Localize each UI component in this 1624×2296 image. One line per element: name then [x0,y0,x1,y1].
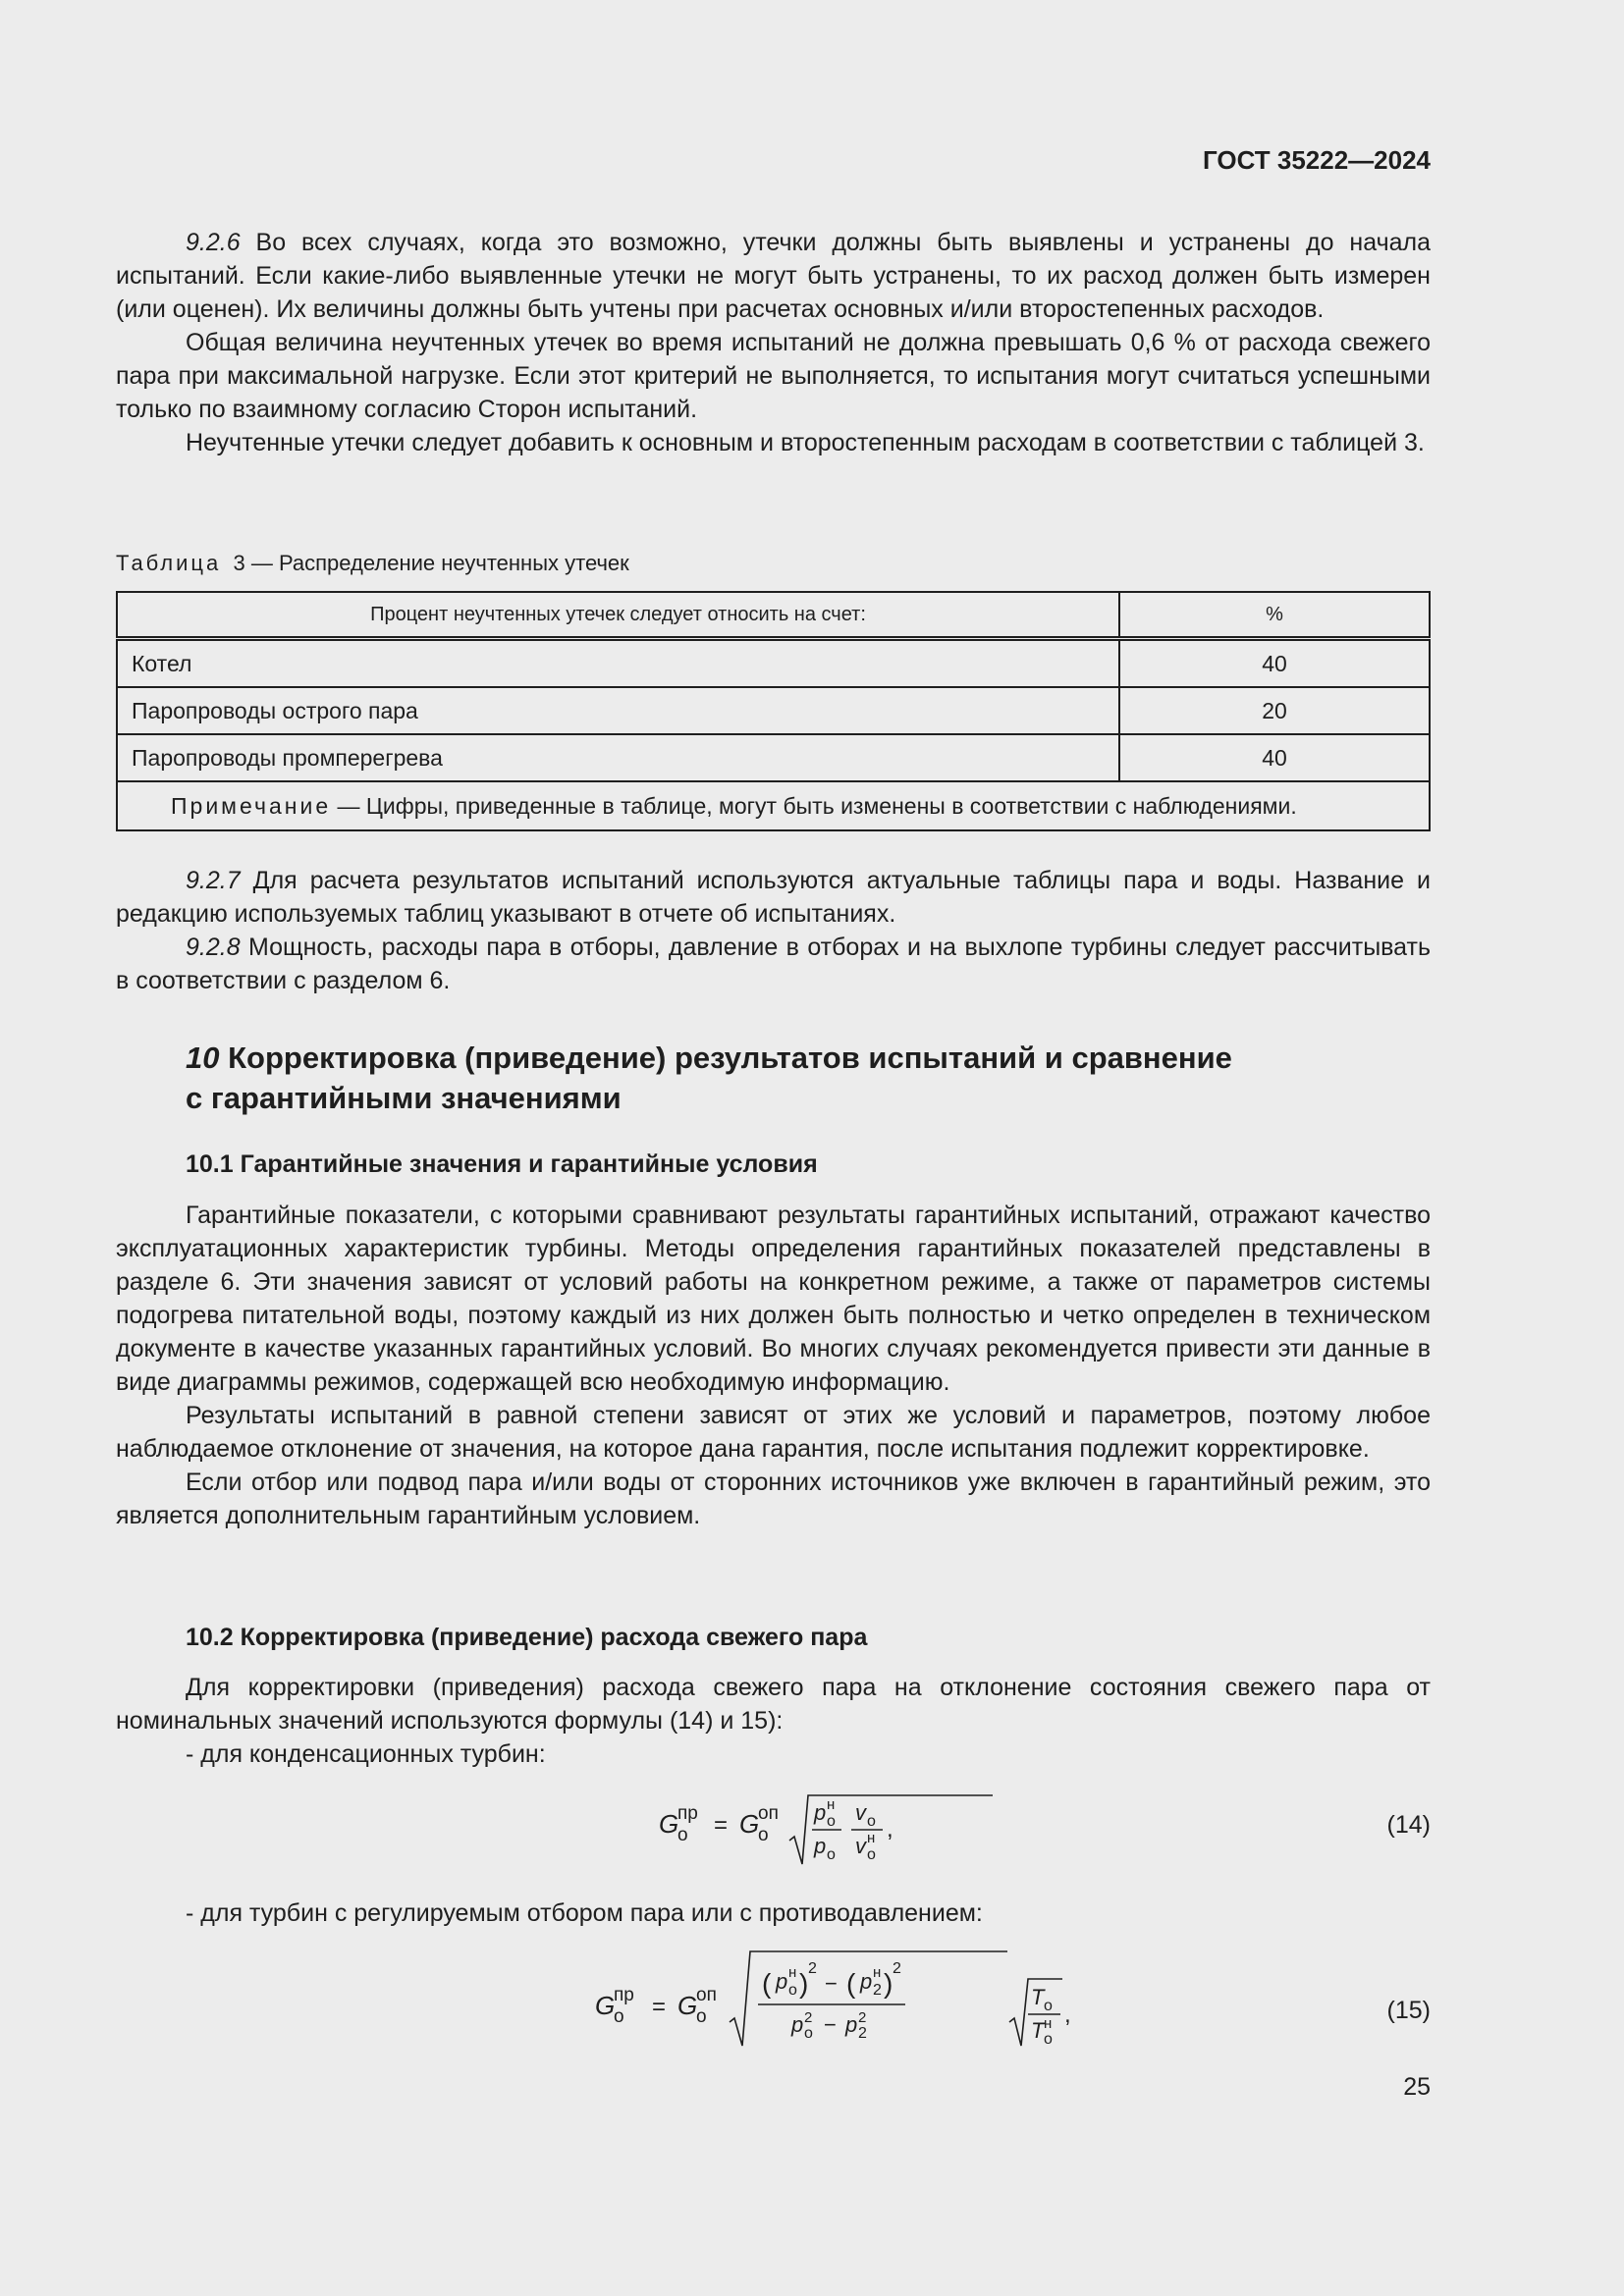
table-3 [116,591,1431,831]
svg-text:=: = [714,1812,729,1839]
clause-number: 9.2.6 [186,229,241,256]
svg-text:−: − [825,1971,838,1996]
svg-text:T: T [1031,2018,1045,2043]
table-caption-text: 3 — Распределение неучтенных утечек [233,551,629,575]
paragraph: 9.2.8 Мощность, расходы пара в отборы, давление в отборах и на выхлопе турбины следует рассчитывать в соответствии с разделом 6. [116,934,1432,994]
svg-text:о: о [827,1813,836,1830]
table-note: Примечание — Цифры, приведенные в таблице, могут быть изменены в соответствии с наблюдениями. [117,781,1430,830]
section-10-2-body [116,1671,1431,1771]
leakage-table [116,591,1431,831]
table-cell-label: Паропроводы промперегрева [117,734,1119,781]
svg-text:пр: пр [677,1803,698,1824]
table-row [117,734,1430,781]
table-cell-value: 20 [1119,687,1430,734]
section-10-1 [116,1148,1431,1181]
svg-text:н: н [873,1964,882,1981]
section-10-2 [116,1621,1431,1654]
formula-14-row [116,1782,1431,1870]
table-cell-label: Паропроводы острого пара [117,687,1119,734]
svg-text:p: p [845,2012,858,2037]
svg-text:): ) [884,1968,893,1999]
paragraph: Для корректировки (приведения) расхода свежего пара на отклонение состояния свежего пара от номинальных значений используются формулы (14) и 15): [116,1674,1431,1735]
paragraph: 9.2.6 Во всех случаях, когда это возможно, утечки должны быть выявлены и устранены до начала испытаний. Если какие-либо выявленные утечки не могут быть устранены, то их расход должен быть измерен (или оценен). Их величины должны быть учтены при расчетах основных и/или второстепенных расходов. [116,229,1431,323]
formula-15-row [116,1944,1431,2061]
svg-text:о: о [758,1825,769,1845]
svg-text:=: = [652,1994,667,2020]
svg-text:p: p [776,1969,788,1994]
list-item: - для конденсационных турбин: [186,1740,546,1768]
paragraph: Неучтенные утечки следует добавить к основным и второстепенным расходам в соответствии с таблицей 3. [186,429,1425,456]
clause-number: 9.2.7 [186,867,241,894]
table-row [117,639,1430,688]
table-cell-value: 40 [1119,639,1430,688]
svg-text:(: ( [762,1968,772,1999]
table-caption [116,549,1431,578]
svg-text:н: н [788,1964,797,1981]
svg-text:н: н [867,1830,876,1846]
svg-text:о: о [788,1982,797,1999]
svg-text:о: о [867,1846,876,1863]
list-item: - для турбин с регулируемым отбором пара или с противодавлением: [186,1899,983,1927]
svg-text:н: н [827,1796,836,1813]
table-row [117,687,1430,734]
svg-text:): ) [799,1968,809,1999]
svg-text:G: G [739,1809,760,1839]
svg-text:оп: оп [758,1803,779,1824]
svg-text:(: ( [846,1968,856,1999]
section-10-2-item2 [116,1896,1431,1930]
svg-text:н: н [1044,2015,1053,2032]
paragraph: Общая величина неучтенных утечек во время испытаний не должна превышать 0,6 % от расхода свежего пара при максимальной нагрузке. Если этот критерий не выполняется, то испытания могут считаться успешными только по взаимному согласию Сторон испытаний. [116,329,1431,423]
svg-text:2: 2 [893,1960,901,1977]
table-cell-value: 40 [1119,734,1430,781]
svg-text:о: о [677,1825,688,1845]
table-note-row [117,781,1430,830]
svg-text:пр: пр [614,1985,634,2005]
equation-number: (15) [1386,1997,1431,2024]
svg-text:p: p [791,2012,804,2037]
paragraph: Результаты испытаний в равной степени зависят от этих же условий и параметров, поэтому любое наблюдаемое отклонение от значения, на которое дана гарантия, после испытания подлежит корректировке. [116,1402,1431,1463]
paragraph: 9.2.7 Для расчета результатов испытаний используются актуальные таблицы пара и воды. Название и редакцию используемых таблиц указывают в отчете об испытаниях. [116,867,1431,928]
svg-text:G: G [677,1991,698,2020]
clause-number: 9.2.8 [186,934,241,961]
table-header-row [117,592,1430,639]
svg-text:о: о [804,2025,813,2042]
subsection-title: 10.1 Гарантийные значения и гарантийные условия [186,1150,818,1178]
svg-text:2: 2 [804,2009,813,2026]
table-caption-word: Таблица [116,551,222,575]
svg-text:о: о [614,2006,624,2027]
svg-text:G: G [659,1809,679,1839]
svg-text:о: о [696,2006,707,2027]
svg-text:2: 2 [858,2025,867,2042]
equation-number: (14) [1386,1811,1431,1839]
table-header-category: Процент неучтенных утечек следует относить на счет: [117,592,1119,639]
section-9-2-6 [116,226,1431,459]
paragraph: Гарантийные показатели, с которыми сравнивают результаты гарантийных испытаний, отражают качество эксплуатационных характеристик турбины. Методы определения гарантийных показателей представлены в разделе 6. Эти значения зависят от условий работы на конкретном режиме, а также от параметров системы подогрева питательной воды, поэтому каждый из них должен быть полностью и четко определен в техническом документе в качестве указанных гарантийных условий. Во многих случаях рекомендуется привести эти данные в виде диаграммы режимов, содержащей всю необходимую информацию. [116,1201,1431,1396]
svg-text:p: p [814,1834,827,1858]
formula-14 [659,1782,1012,1870]
svg-text:p: p [814,1800,827,1825]
svg-text:о: о [1044,1998,1053,2014]
subsection-title: 10.2 Корректировка (приведение) расхода свежего пара [186,1624,868,1651]
svg-text:о: о [867,1813,876,1830]
page-number: 25 [1403,2073,1431,2101]
svg-text:о: о [827,1846,836,1863]
document-id: ГОСТ 35222—2024 [1203,145,1431,175]
section-10-1-body [116,1199,1431,1532]
svg-text:2: 2 [808,1960,817,1977]
section-10-heading [116,1038,1431,1118]
paragraph: Если отбор или подвод пара и/или воды от сторонних источников уже включен в гарантийный режим, это является дополнительным гарантийным условием. [116,1468,1431,1529]
section-title: 10 Корректировка (приведение) результатов испытаний и сравнение с гарантийными значениями [186,1041,1232,1115]
svg-text:G: G [595,1991,616,2020]
svg-text:T: T [1031,1985,1045,2009]
svg-text:v: v [855,1834,866,1858]
svg-text:2: 2 [858,2009,867,2026]
svg-text:оп: оп [696,1985,717,2005]
svg-text:−: − [824,2012,837,2037]
formula-15 [595,1944,1086,2061]
svg-text:p: p [860,1969,873,1994]
table-cell-label: Котел [117,639,1119,688]
svg-text:,: , [887,1816,893,1842]
svg-text:2: 2 [873,1982,882,1999]
svg-text:,: , [1064,2002,1071,2028]
section-9-2-7-8 [116,864,1431,997]
svg-text:о: о [1044,2031,1053,2048]
table-header-percent: % [1119,592,1430,639]
svg-text:v: v [855,1800,866,1825]
